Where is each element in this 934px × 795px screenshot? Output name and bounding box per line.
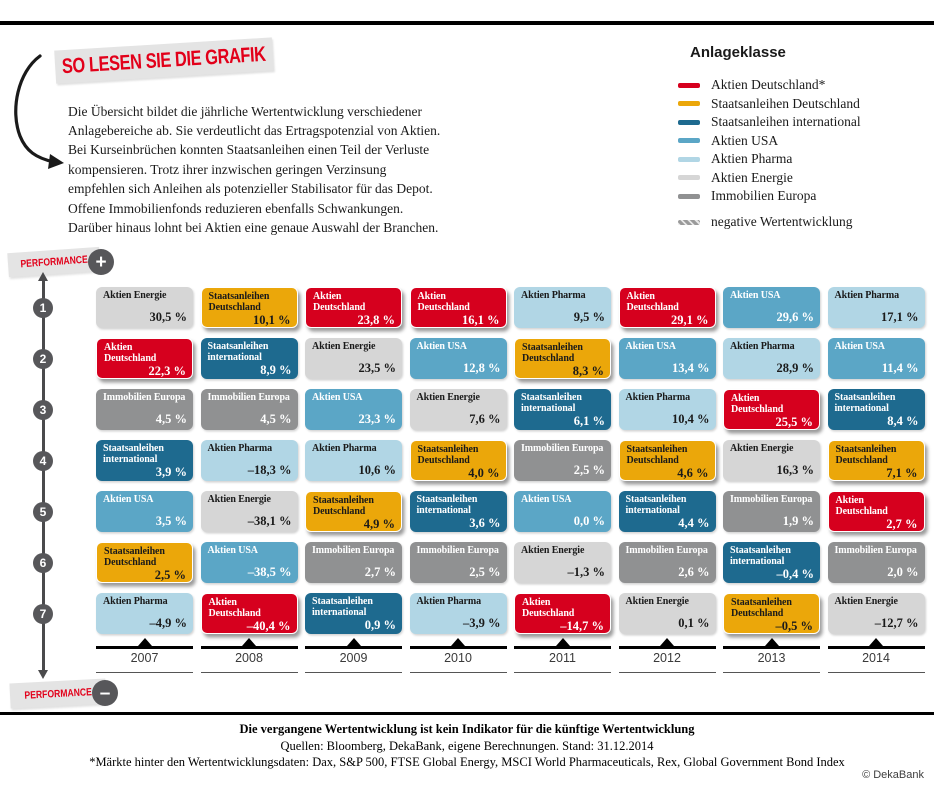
cell-asset-label: Aktien Deutschland — [208, 597, 261, 619]
cell-asset-label: Aktien Pharma — [207, 443, 273, 454]
cell-asset-label: Aktien Energie — [834, 596, 898, 607]
legend-swatch-icon — [678, 194, 700, 199]
year-label: 2007 — [130, 651, 159, 665]
cell-2010-rank5 — [410, 491, 507, 532]
year-axis-thin-line — [201, 672, 298, 673]
cell-asset-label: Immobilien Europa — [312, 545, 395, 556]
cell-value: 0,0 % — [573, 514, 605, 528]
year-axis-thin-line — [514, 672, 611, 673]
cell-value: –4,9 % — [149, 616, 187, 630]
cell-2012-rank1 — [619, 287, 716, 328]
legend-items — [678, 76, 861, 206]
cell-value: –0,5 % — [775, 619, 813, 633]
cell-value: –38,5 % — [247, 565, 292, 579]
cell-2012-rank2 — [619, 338, 716, 379]
cell-2010-rank3 — [410, 389, 507, 430]
legend-swatch-icon — [678, 101, 700, 106]
cell-asset-label: Immobilien Europa — [834, 545, 917, 556]
cell-2007-rank5 — [96, 491, 193, 532]
cell-asset-label: Aktien Energie — [312, 341, 376, 352]
legend-item-label: Immobilien Europa — [711, 188, 817, 204]
year-axis-2013 — [723, 637, 820, 675]
cell-asset-label: Immobilien Europa — [207, 392, 290, 403]
rank-number: 4 — [39, 453, 47, 468]
cell-2014-rank4 — [828, 440, 925, 481]
cell-asset-label: Aktien Pharma — [416, 596, 482, 607]
cell-value: –1,3 % — [567, 565, 605, 579]
cell-asset-label: Aktien Deutschland — [522, 597, 575, 619]
year-label: 2013 — [757, 651, 786, 665]
cell-2013-rank4 — [723, 440, 820, 481]
rank-circle-1 — [33, 298, 53, 318]
cell-2011-rank6 — [514, 542, 611, 583]
rank-circle-5 — [33, 502, 53, 522]
cell-asset-label: Aktien Pharma — [312, 443, 377, 454]
cell-asset-label: Aktien USA — [730, 290, 781, 301]
cell-value: 2,7 % — [886, 517, 918, 531]
legend-title: Anlageklasse — [690, 44, 786, 61]
cell-value: 4,4 % — [678, 516, 710, 530]
rank-number: 1 — [39, 300, 47, 315]
negative-hatch-swatch-icon — [678, 220, 700, 225]
cell-asset-label: Aktien Pharma — [103, 596, 168, 607]
cell-asset-label: Staatsanleihen Deutschland — [835, 444, 897, 466]
cell-value: 10,4 % — [672, 412, 710, 426]
how-to-banner — [54, 37, 274, 83]
cell-value: –0,4 % — [776, 567, 814, 581]
legend-swatch-icon — [678, 120, 700, 125]
cell-2014-rank1 — [828, 287, 925, 328]
cell-asset-label: Immobilien Europa — [103, 392, 186, 403]
cell-value: 23,5 % — [358, 361, 396, 375]
cell-value: 23,8 % — [357, 313, 395, 327]
legend-item — [678, 169, 861, 188]
legend-item — [678, 150, 861, 169]
cell-value: 0,9 % — [364, 618, 396, 632]
cell-asset-label: Immobilien Europa — [730, 494, 813, 505]
cell-value: 23,3 % — [358, 412, 396, 426]
cell-value: 3,6 % — [469, 516, 501, 530]
cell-value: 4,9 % — [363, 517, 395, 531]
cell-value: 1,9 % — [782, 514, 814, 528]
cell-value: –3,9 % — [463, 616, 501, 630]
year-tick-icon — [451, 638, 465, 646]
cell-asset-label: Aktien Deutschland — [104, 342, 157, 364]
cell-2012-rank5 — [619, 491, 716, 532]
cell-2008-rank6 — [201, 542, 298, 583]
cell-2010-rank6 — [410, 542, 507, 583]
cell-asset-label: Staatsanleihen international — [103, 443, 164, 465]
plus-circle-icon: + — [88, 249, 114, 275]
performance-label-bottom: PERFORMANCE — [23, 685, 92, 702]
disclaimer-line: Die vergangene Wertentwicklung ist kein Indikator für die künftige Wertentwicklung — [239, 722, 695, 736]
cell-asset-label: Aktien Deutschland — [417, 291, 470, 313]
year-axis-2011 — [514, 637, 611, 675]
cell-asset-label: Aktien Energie — [730, 443, 794, 454]
cell-asset-label: Aktien Pharma — [625, 392, 691, 403]
cell-value: 8,3 % — [572, 364, 604, 378]
cell-value: 4,5 % — [260, 412, 292, 426]
year-axis-2008 — [201, 637, 298, 675]
year-tick-icon — [660, 638, 674, 646]
year-label: 2008 — [235, 651, 263, 665]
cell-asset-label: Staatsanleihen Deutschland — [313, 495, 374, 517]
top-rule — [0, 21, 934, 25]
legend-item-label: Aktien Deutschland* — [711, 77, 826, 93]
year-tick-icon — [765, 638, 779, 646]
legend-negative-label: negative Wertentwicklung — [711, 214, 853, 229]
cell-asset-label: Aktien Pharma — [521, 290, 586, 301]
cell-asset-label: Aktien USA — [521, 494, 572, 505]
cell-value: 4,5 % — [155, 412, 187, 426]
cell-value: 2,6 % — [678, 565, 710, 579]
legend-swatch-icon — [678, 175, 700, 180]
cell-value: 2,5 % — [469, 565, 501, 579]
cell-asset-label: Staatsanleihen Deutschland — [208, 291, 270, 313]
performance-plus-banner — [7, 247, 100, 277]
cell-value: 9,5 % — [573, 310, 605, 324]
cell-asset-label: Staatsanleihen international — [521, 392, 582, 414]
footer-rule — [0, 712, 934, 715]
year-label: 2011 — [549, 651, 576, 665]
cell-value: 10,6 % — [358, 463, 396, 477]
cell-value: 2,5 % — [573, 463, 605, 477]
cell-asset-label: Aktien Energie — [416, 392, 480, 403]
cell-asset-label: Staatsanleihen Deutschland — [104, 546, 165, 568]
cell-2013-rank5 — [723, 491, 820, 532]
year-axis-thin-line — [96, 672, 193, 673]
cell-value: 3,5 % — [155, 514, 187, 528]
cell-asset-label: Aktien USA — [834, 341, 885, 352]
rank-circle-4 — [33, 451, 53, 471]
cell-value: –14,7 % — [560, 619, 604, 633]
cell-value: 12,8 % — [463, 361, 501, 375]
cell-value: 11,4 % — [881, 361, 919, 375]
year-axis-thick-line — [201, 646, 298, 649]
cell-2009-rank4 — [305, 440, 402, 481]
legend-item — [678, 95, 861, 114]
cell-2007-rank1 — [96, 287, 193, 328]
cell-2012-rank4 — [619, 440, 716, 481]
cell-value: 17,1 % — [881, 310, 919, 324]
cell-asset-label: Staatsanleihen international — [312, 596, 373, 618]
cell-value: 4,0 % — [468, 466, 500, 480]
rank-circle-6 — [33, 553, 53, 573]
year-axis-2012 — [619, 637, 716, 675]
year-axis-2010 — [410, 637, 507, 675]
cell-2007-rank6 — [96, 542, 193, 583]
legend-swatch-icon — [678, 157, 700, 162]
year-axis-2007 — [96, 637, 193, 675]
cell-2011-rank3 — [514, 389, 611, 430]
year-axis-thin-line — [305, 672, 402, 673]
legend-item — [678, 132, 861, 151]
year-label: 2012 — [653, 651, 681, 665]
cell-value: –40,4 % — [246, 619, 291, 633]
cell-2013-rank2 — [723, 338, 820, 379]
cell-2009-rank2 — [305, 338, 402, 379]
year-axis-thin-line — [828, 672, 925, 673]
cell-value: 29,1 % — [671, 313, 709, 327]
how-to-title: SO LESEN SIE DIE GRAFIK — [61, 42, 267, 78]
cell-2009-rank5 — [305, 491, 402, 532]
rank-circle-3 — [33, 400, 53, 420]
cell-asset-label: Aktien Deutschland — [835, 495, 888, 517]
rank-number: 7 — [39, 606, 47, 621]
legend-item — [678, 113, 861, 132]
cell-asset-label: Staatsanleihen Deutschland — [731, 597, 792, 619]
cell-2009-rank1 — [305, 287, 402, 328]
year-axis-thick-line — [723, 646, 820, 649]
cell-2010-rank1 — [410, 287, 507, 328]
cell-asset-label: Aktien Energie — [625, 596, 689, 607]
cell-value: 0,1 % — [678, 616, 710, 630]
legend-item-label: Aktien Energie — [711, 169, 793, 185]
cell-2008-rank3 — [201, 389, 298, 430]
cell-asset-label: Aktien Deutschland — [313, 291, 366, 313]
cell-2011-rank7 — [514, 593, 611, 634]
cell-value: 7,1 % — [886, 466, 918, 480]
year-tick-icon — [556, 638, 570, 646]
footnote-line: *Märkte hinter den Wertentwicklungsdaten: Dax, S&P 500, FTSE Global Energy, MSCI World Pharmaceuticals, Rex, Global Government Bond Index — [89, 755, 845, 769]
cell-2011-rank2 — [514, 338, 611, 379]
cell-value: 22,3 % — [148, 364, 186, 378]
cell-asset-label: Aktien Pharma — [834, 290, 900, 301]
cell-2007-rank3 — [96, 389, 193, 430]
cell-2013-rank3 — [723, 389, 820, 430]
cell-2013-rank7 — [723, 593, 820, 634]
cell-asset-label: Aktien USA — [103, 494, 154, 505]
cell-asset-label: Immobilien Europa — [521, 443, 604, 454]
cell-value: 2,7 % — [364, 565, 396, 579]
cell-value: 25,5 % — [775, 415, 813, 429]
year-tick-icon — [242, 638, 256, 646]
year-label: 2014 — [862, 651, 890, 665]
cell-value: –12,7 % — [874, 616, 919, 630]
cell-value: 29,6 % — [776, 310, 814, 324]
cell-value: 2,5 % — [154, 568, 186, 582]
cell-2008-rank7 — [201, 593, 298, 634]
rank-number: 2 — [39, 351, 47, 366]
cell-value: 4,6 % — [677, 466, 709, 480]
cell-2008-rank4 — [201, 440, 298, 481]
year-axis-thick-line — [410, 646, 507, 649]
cell-value: 10,1 % — [253, 313, 291, 327]
cell-2007-rank4 — [96, 440, 193, 481]
cell-asset-label: Aktien Deutschland — [626, 291, 679, 313]
year-axis-thin-line — [619, 672, 716, 673]
cell-2008-rank1 — [201, 287, 298, 328]
legend-item-label: Staatsanleihen international — [711, 114, 861, 130]
cell-2014-rank6 — [828, 542, 925, 583]
cell-value: 30,5 % — [149, 310, 187, 324]
year-axis-thin-line — [410, 672, 507, 673]
cell-value: 8,4 % — [887, 414, 919, 428]
cell-asset-label: Staatsanleihen international — [730, 545, 791, 567]
cell-2012-rank3 — [619, 389, 716, 430]
cell-2010-rank4 — [410, 440, 507, 481]
cell-2010-rank7 — [410, 593, 507, 634]
cell-asset-label: Staatsanleihen Deutschland — [417, 444, 479, 466]
year-axis-thick-line — [514, 646, 611, 649]
year-axis-thick-line — [828, 646, 925, 649]
cell-asset-label: Staatsanleihen international — [416, 494, 478, 516]
year-tick-icon — [138, 638, 152, 646]
rank-circle-2 — [33, 349, 53, 369]
legend-negative-row — [678, 213, 853, 231]
cell-asset-label: Staatsanleihen international — [834, 392, 896, 414]
cell-2013-rank6 — [723, 542, 820, 583]
legend-swatch-icon — [678, 83, 700, 88]
cell-2014-rank5 — [828, 491, 925, 532]
cell-value: –18,3 % — [247, 463, 292, 477]
cell-asset-label: Aktien USA — [207, 545, 258, 556]
year-axis-thin-line — [723, 672, 820, 673]
cell-2014-rank3 — [828, 389, 925, 430]
copyright: © DekaBank — [862, 769, 924, 781]
cell-value: –38,1 % — [247, 514, 292, 528]
year-axis-thick-line — [305, 646, 402, 649]
legend-item-label: Staatsanleihen Deutschland — [711, 95, 860, 111]
legend-item — [678, 76, 861, 95]
cell-asset-label: Staatsanleihen Deutschland — [522, 342, 583, 364]
cell-asset-label: Aktien USA — [416, 341, 467, 352]
cell-value: 28,9 % — [776, 361, 814, 375]
cell-asset-label: Aktien Energie — [207, 494, 271, 505]
cell-asset-label: Aktien Pharma — [730, 341, 795, 352]
cell-asset-label: Aktien USA — [625, 341, 676, 352]
cell-2012-rank7 — [619, 593, 716, 634]
cell-2011-rank1 — [514, 287, 611, 328]
year-axis-2014 — [828, 637, 925, 675]
cell-2009-rank6 — [305, 542, 402, 583]
cell-asset-label: Aktien Energie — [103, 290, 167, 301]
year-tick-icon — [347, 638, 361, 646]
cell-value: 16,1 % — [462, 313, 500, 327]
cell-asset-label: Staatsanleihen international — [207, 341, 269, 363]
cell-asset-label: Staatsanleihen Deutschland — [626, 444, 688, 466]
rank-number: 3 — [39, 402, 47, 417]
year-axis-2009 — [305, 637, 402, 675]
cell-2009-rank7 — [305, 593, 402, 634]
sources-line: Quellen: Bloomberg, DekaBank, eigene Berechnungen. Stand: 31.12.2014 — [280, 739, 654, 753]
cell-value: 8,9 % — [260, 363, 292, 377]
performance-label-top: PERFORMANCE — [19, 253, 89, 271]
minus-circle-icon: – — [92, 680, 118, 706]
cell-asset-label: Staatsanleihen international — [625, 494, 687, 516]
cell-value: 2,0 % — [887, 565, 919, 579]
cell-2014-rank7 — [828, 593, 925, 634]
cell-2012-rank6 — [619, 542, 716, 583]
cell-2008-rank2 — [201, 338, 298, 379]
cell-2011-rank5 — [514, 491, 611, 532]
cell-2014-rank2 — [828, 338, 925, 379]
cell-2009-rank3 — [305, 389, 402, 430]
rank-number: 5 — [39, 504, 47, 519]
axis-arrow-up-icon — [38, 272, 48, 281]
rank-number: 6 — [39, 555, 47, 570]
intro-text: Die Übersicht bildet die jährliche Wertentwicklung verschiedener Anlagebereiche ab. Sie verdeutlicht das Ertragspotenzial von Aktien. Bei Kurseinbrüchen konnten Staatsanleihen einen Teil der Verluste kompensieren. Trotz ihrer inzwischen geringen Verzinsung empfehlen sich Anleihen als potenzieller Stabilisator für das Depot. Offene Immobilienfonds reduzieren ebenfalls Schwankungen. Darüber hinaus lohnt bei Aktien eine genaue Auswahl der Branchen. — [68, 103, 441, 235]
cell-2007-rank2 — [96, 338, 193, 379]
cell-asset-label: Immobilien Europa — [416, 545, 499, 556]
legend-swatch-icon — [678, 138, 700, 143]
year-axis-thick-line — [619, 646, 716, 649]
year-tick-icon — [869, 638, 883, 646]
cell-asset-label: Aktien Energie — [521, 545, 585, 556]
legend-item — [678, 187, 861, 206]
cell-2010-rank2 — [410, 338, 507, 379]
axis-arrow-down-icon — [38, 670, 48, 679]
year-label: 2010 — [444, 651, 472, 665]
cell-value: 13,4 % — [672, 361, 710, 375]
cell-2008-rank5 — [201, 491, 298, 532]
year-label: 2009 — [339, 651, 368, 665]
legend-item-label: Aktien Pharma — [711, 151, 793, 167]
rank-circle-7 — [33, 604, 53, 624]
cell-asset-label: Immobilien Europa — [625, 545, 708, 556]
cell-asset-label: Aktien USA — [312, 392, 363, 403]
cell-2013-rank1 — [723, 287, 820, 328]
year-axis-thick-line — [96, 646, 193, 649]
cell-value: 3,9 % — [155, 465, 187, 479]
cell-2011-rank4 — [514, 440, 611, 481]
cell-2007-rank7 — [96, 593, 193, 634]
cell-value: 6,1 % — [573, 414, 605, 428]
cell-asset-label: Aktien Deutschland — [731, 393, 784, 415]
cell-value: 16,3 % — [776, 463, 814, 477]
cell-value: 7,6 % — [469, 412, 501, 426]
legend-item-label: Aktien USA — [711, 132, 779, 148]
